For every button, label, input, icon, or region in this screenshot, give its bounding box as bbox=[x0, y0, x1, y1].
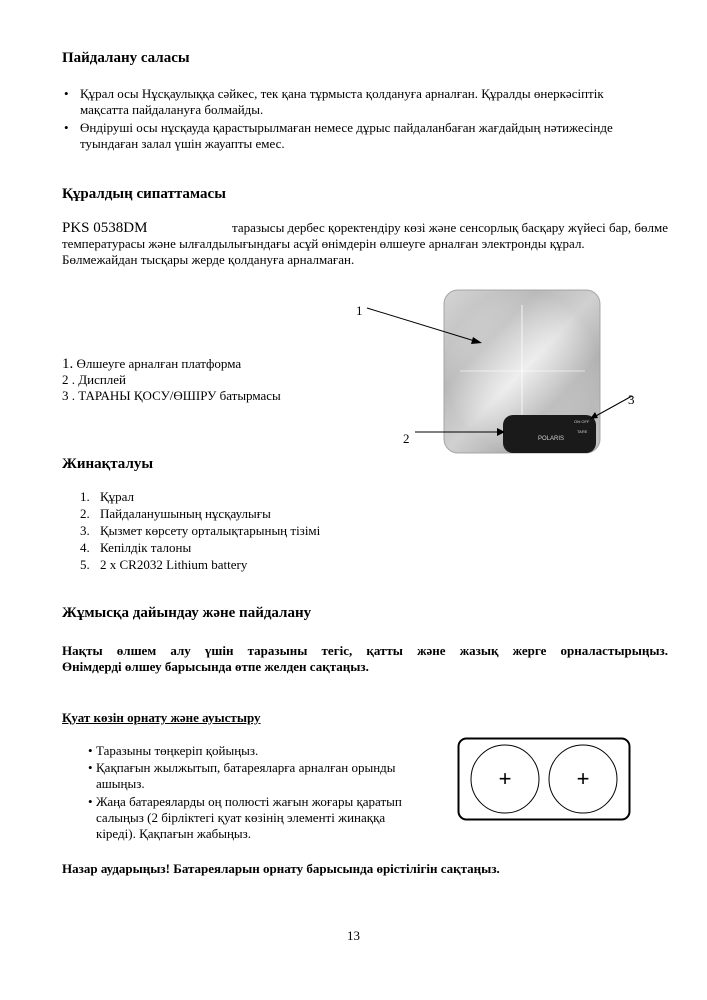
bullet-dot: • bbox=[88, 760, 93, 775]
list-item: 3. Қызмет көрсету орталықтарының тізімі bbox=[80, 523, 321, 538]
page-number: 13 bbox=[347, 928, 360, 943]
heading-usage: Пайдалану саласы bbox=[62, 50, 190, 66]
onoff-label: ON·OFF bbox=[574, 419, 590, 424]
part-item: 2 . Дисплей bbox=[62, 372, 127, 387]
callout-label-1: 1 bbox=[356, 303, 363, 318]
preparation-warning: Нақты өлшем алу үшін таразыны тегіс, қатты және жазық жерге орналастырыңыз. Өнімдерді өлшеу барысында өтпе желден сақтаңыз. bbox=[62, 643, 668, 674]
heading-preparation: Жұмысқа дайындау және пайдалану bbox=[62, 605, 312, 621]
list-item: 1. Құрал bbox=[80, 489, 135, 504]
display-brand: POLARIS bbox=[538, 436, 565, 442]
bullet-dot: • bbox=[88, 794, 93, 809]
model-name: PKS 0538DM bbox=[62, 220, 148, 236]
callout-label-3: 3 bbox=[628, 392, 635, 407]
usage-bullet-2: Өндіруші осы нұсқауда қарастырылмаған немесе дұрыс пайдаланбаған жағдайдың нәтижесінде туындаған залал үшін жауапты емес. bbox=[80, 120, 613, 151]
list-item: 4. Кепілдік талоны bbox=[80, 540, 192, 555]
bullet-dot: • bbox=[64, 86, 69, 101]
power-bullet-3: Жаңа батареяларды оң полюсті жағын жоғары қаратып салыңыз (2 бірліктегі қуат көзінің элементі жинаққа кіреді). Қақпағын жабыңыз. bbox=[96, 794, 402, 841]
heading-contents: Жинақталуы bbox=[62, 456, 154, 472]
subheading-power: Қуат көзін орнату және ауыстыру bbox=[62, 710, 261, 725]
heading-description: Құралдың сипаттамасы bbox=[62, 186, 226, 202]
list-item: 5. 2 x CR2032 Lithium battery bbox=[80, 557, 248, 572]
display-panel bbox=[503, 415, 596, 453]
part-item: 1. Өлшеуге арналған платформа bbox=[62, 356, 242, 372]
parts-list bbox=[62, 356, 281, 404]
callout-label-2: 2 bbox=[403, 431, 410, 446]
scale-illustration bbox=[340, 285, 660, 465]
power-bullet-1: Таразыны төңкеріп қойыңыз. bbox=[96, 743, 259, 758]
plus-icon: + bbox=[498, 766, 512, 791]
list-item: 2. Пайдаланушының нұсқаулығы bbox=[80, 506, 271, 521]
power-bullet-2: Қақпағын жылжытып, батареяларға арналған орынды ашыңыз. bbox=[96, 760, 396, 791]
contents-list bbox=[80, 488, 320, 573]
bullet-dot: • bbox=[88, 743, 93, 758]
plus-icon: + bbox=[576, 766, 590, 791]
description-paragraph: PKS 0538DM таразысы дербес қоректендіру көзі және сенсорлық басқару жүйесі бар, бөлме температурасы және ылғалдылығындағы асұй өнімдерін өлшеуге арналған электронды құрал. Бөлмежайдан тысқары жерде қолдануға арналмаған. bbox=[62, 220, 668, 267]
attention-note: Назар аударыңыз! Батареяларын орнату барысында өрістілігін сақтаңыз. bbox=[62, 861, 500, 876]
bullet-dot: • bbox=[64, 120, 69, 135]
battery-compartment-diagram bbox=[457, 737, 631, 821]
usage-bullet-1: Құрал осы Нұсқаулыққа сәйкес, тек қана тұрмыста қолдануға арналған. Құралды өнеркәсіптік мақсатта пайдалануға болмайды. bbox=[80, 86, 604, 117]
tare-label: TARE bbox=[577, 429, 588, 434]
part-item: 3 . ТАРАНЫ ҚОСУ/ӨШІРУ батырмасы bbox=[62, 388, 281, 403]
